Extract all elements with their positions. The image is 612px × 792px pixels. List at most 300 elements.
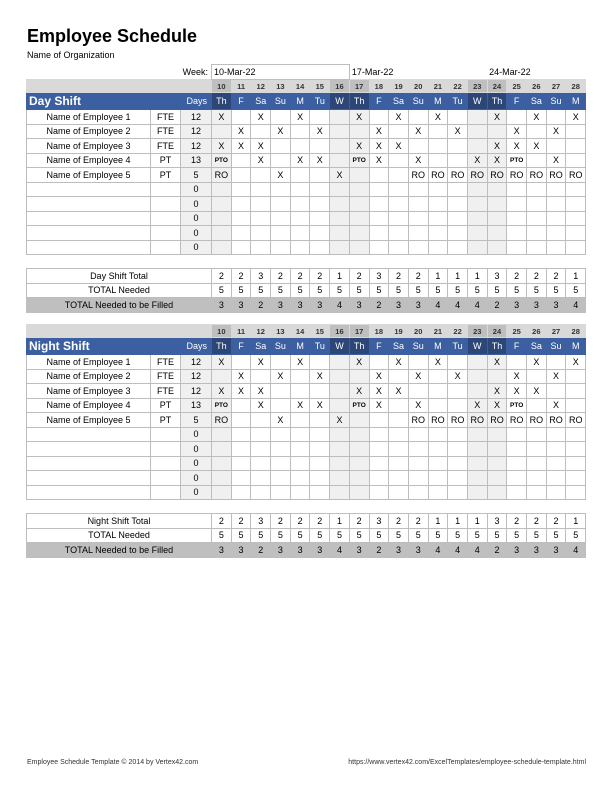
schedule-cell[interactable] xyxy=(389,211,409,226)
schedule-cell[interactable] xyxy=(369,110,389,125)
schedule-cell[interactable] xyxy=(428,197,448,212)
schedule-cell[interactable]: X xyxy=(546,369,566,384)
schedule-cell[interactable] xyxy=(290,182,310,197)
schedule-cell[interactable] xyxy=(546,197,566,212)
schedule-cell[interactable]: X xyxy=(212,355,232,370)
schedule-cell[interactable] xyxy=(428,153,448,168)
schedule-cell[interactable] xyxy=(349,226,369,241)
schedule-cell[interactable] xyxy=(231,355,251,370)
employee-type[interactable]: PT xyxy=(151,398,181,413)
schedule-cell[interactable] xyxy=(428,139,448,154)
schedule-cell[interactable] xyxy=(212,124,232,139)
schedule-cell[interactable]: X xyxy=(290,153,310,168)
employee-name[interactable]: Name of Employee 2 xyxy=(27,369,151,384)
employee-type[interactable]: FTE xyxy=(151,384,181,399)
schedule-cell[interactable]: X xyxy=(389,384,409,399)
schedule-cell[interactable] xyxy=(428,226,448,241)
schedule-cell[interactable] xyxy=(330,427,350,442)
schedule-cell[interactable] xyxy=(271,197,291,212)
schedule-cell[interactable] xyxy=(467,442,487,457)
employee-name[interactable] xyxy=(27,240,151,255)
schedule-cell[interactable]: RO xyxy=(546,168,566,183)
schedule-cell[interactable]: RO xyxy=(527,168,547,183)
schedule-cell[interactable] xyxy=(448,485,468,500)
schedule-cell[interactable] xyxy=(408,139,428,154)
schedule-cell[interactable] xyxy=(290,168,310,183)
schedule-cell[interactable] xyxy=(271,485,291,500)
schedule-cell[interactable] xyxy=(467,355,487,370)
schedule-cell[interactable] xyxy=(487,197,507,212)
schedule-cell[interactable] xyxy=(290,369,310,384)
schedule-cell[interactable] xyxy=(467,139,487,154)
schedule-cell[interactable] xyxy=(566,240,586,255)
schedule-cell[interactable] xyxy=(487,427,507,442)
schedule-cell[interactable] xyxy=(566,153,586,168)
schedule-cell[interactable]: X xyxy=(428,355,448,370)
schedule-cell[interactable] xyxy=(389,226,409,241)
schedule-cell[interactable] xyxy=(527,240,547,255)
schedule-cell[interactable]: RO xyxy=(467,168,487,183)
schedule-cell[interactable] xyxy=(369,471,389,486)
schedule-cell[interactable] xyxy=(527,153,547,168)
schedule-cell[interactable] xyxy=(369,413,389,428)
employee-name[interactable]: Name of Employee 1 xyxy=(27,355,151,370)
schedule-cell[interactable] xyxy=(231,226,251,241)
schedule-cell[interactable]: PTO xyxy=(507,398,527,413)
schedule-cell[interactable] xyxy=(408,197,428,212)
schedule-cell[interactable]: X xyxy=(467,398,487,413)
schedule-cell[interactable] xyxy=(487,226,507,241)
schedule-cell[interactable] xyxy=(527,369,547,384)
employee-name[interactable] xyxy=(27,197,151,212)
schedule-cell[interactable]: X xyxy=(231,139,251,154)
schedule-cell[interactable] xyxy=(330,240,350,255)
employee-name[interactable]: Name of Employee 4 xyxy=(27,398,151,413)
schedule-cell[interactable]: RO xyxy=(212,168,232,183)
schedule-cell[interactable]: RO xyxy=(212,413,232,428)
schedule-cell[interactable] xyxy=(349,369,369,384)
schedule-cell[interactable] xyxy=(527,124,547,139)
schedule-cell[interactable]: X xyxy=(507,124,527,139)
schedule-cell[interactable] xyxy=(231,153,251,168)
schedule-cell[interactable] xyxy=(389,240,409,255)
schedule-cell[interactable]: X xyxy=(251,355,271,370)
schedule-cell[interactable] xyxy=(271,110,291,125)
schedule-cell[interactable]: X xyxy=(566,110,586,125)
schedule-cell[interactable]: RO xyxy=(428,168,448,183)
schedule-cell[interactable] xyxy=(448,211,468,226)
employee-name[interactable]: Name of Employee 4 xyxy=(27,153,151,168)
schedule-cell[interactable] xyxy=(212,442,232,457)
schedule-cell[interactable] xyxy=(330,485,350,500)
schedule-cell[interactable]: X xyxy=(408,369,428,384)
schedule-cell[interactable] xyxy=(546,442,566,457)
week-start-input[interactable]: 10-Mar-22 xyxy=(212,65,350,80)
schedule-cell[interactable]: X xyxy=(349,139,369,154)
employee-name[interactable]: Name of Employee 3 xyxy=(27,139,151,154)
schedule-cell[interactable] xyxy=(310,355,330,370)
schedule-cell[interactable] xyxy=(448,110,468,125)
schedule-cell[interactable]: X xyxy=(408,153,428,168)
schedule-cell[interactable] xyxy=(527,485,547,500)
schedule-cell[interactable] xyxy=(507,197,527,212)
schedule-cell[interactable] xyxy=(448,427,468,442)
schedule-cell[interactable] xyxy=(310,384,330,399)
employee-name[interactable] xyxy=(27,427,151,442)
schedule-cell[interactable]: PTO xyxy=(349,398,369,413)
schedule-cell[interactable]: RO xyxy=(566,413,586,428)
schedule-cell[interactable]: X xyxy=(487,355,507,370)
schedule-cell[interactable] xyxy=(290,139,310,154)
schedule-cell[interactable] xyxy=(389,168,409,183)
schedule-cell[interactable]: RO xyxy=(487,168,507,183)
schedule-cell[interactable]: X xyxy=(310,124,330,139)
schedule-cell[interactable]: RO xyxy=(527,413,547,428)
schedule-cell[interactable] xyxy=(212,485,232,500)
schedule-cell[interactable] xyxy=(212,240,232,255)
schedule-cell[interactable] xyxy=(251,456,271,471)
schedule-cell[interactable] xyxy=(349,168,369,183)
schedule-cell[interactable] xyxy=(487,471,507,486)
schedule-cell[interactable] xyxy=(546,384,566,399)
schedule-cell[interactable] xyxy=(389,153,409,168)
schedule-cell[interactable] xyxy=(448,182,468,197)
schedule-cell[interactable] xyxy=(507,471,527,486)
employee-type[interactable]: PT xyxy=(151,413,181,428)
schedule-cell[interactable] xyxy=(527,197,547,212)
schedule-cell[interactable] xyxy=(408,384,428,399)
schedule-cell[interactable]: X xyxy=(290,110,310,125)
schedule-cell[interactable] xyxy=(428,384,448,399)
schedule-cell[interactable] xyxy=(290,485,310,500)
schedule-cell[interactable]: X xyxy=(349,384,369,399)
schedule-cell[interactable] xyxy=(467,110,487,125)
schedule-cell[interactable] xyxy=(349,197,369,212)
schedule-cell[interactable] xyxy=(408,456,428,471)
schedule-cell[interactable] xyxy=(251,226,271,241)
schedule-cell[interactable] xyxy=(330,369,350,384)
schedule-cell[interactable] xyxy=(389,442,409,457)
schedule-cell[interactable] xyxy=(310,197,330,212)
schedule-cell[interactable]: RO xyxy=(448,168,468,183)
schedule-cell[interactable] xyxy=(251,124,271,139)
schedule-cell[interactable] xyxy=(349,211,369,226)
schedule-cell[interactable] xyxy=(467,211,487,226)
employee-name[interactable]: Name of Employee 3 xyxy=(27,384,151,399)
schedule-cell[interactable] xyxy=(290,197,310,212)
schedule-cell[interactable] xyxy=(448,153,468,168)
schedule-cell[interactable] xyxy=(487,182,507,197)
schedule-cell[interactable] xyxy=(271,153,291,168)
employee-type[interactable] xyxy=(151,182,181,197)
schedule-cell[interactable] xyxy=(527,442,547,457)
schedule-cell[interactable]: X xyxy=(487,110,507,125)
employee-type[interactable] xyxy=(151,456,181,471)
schedule-cell[interactable] xyxy=(566,182,586,197)
employee-type[interactable] xyxy=(151,226,181,241)
schedule-cell[interactable] xyxy=(251,427,271,442)
schedule-cell[interactable] xyxy=(566,398,586,413)
schedule-cell[interactable] xyxy=(251,240,271,255)
schedule-cell[interactable] xyxy=(487,442,507,457)
schedule-cell[interactable]: X xyxy=(369,384,389,399)
schedule-cell[interactable] xyxy=(389,456,409,471)
schedule-cell[interactable] xyxy=(231,168,251,183)
schedule-cell[interactable] xyxy=(290,226,310,241)
schedule-cell[interactable] xyxy=(251,182,271,197)
schedule-cell[interactable] xyxy=(330,182,350,197)
schedule-cell[interactable] xyxy=(527,427,547,442)
employee-type[interactable] xyxy=(151,442,181,457)
schedule-cell[interactable] xyxy=(290,240,310,255)
employee-type[interactable] xyxy=(151,485,181,500)
schedule-cell[interactable]: X xyxy=(231,369,251,384)
schedule-cell[interactable] xyxy=(507,182,527,197)
schedule-cell[interactable] xyxy=(251,168,271,183)
employee-type[interactable]: FTE xyxy=(151,355,181,370)
schedule-cell[interactable] xyxy=(271,182,291,197)
employee-name[interactable] xyxy=(27,485,151,500)
schedule-cell[interactable] xyxy=(389,124,409,139)
employee-type[interactable]: FTE xyxy=(151,369,181,384)
schedule-cell[interactable] xyxy=(566,485,586,500)
schedule-cell[interactable] xyxy=(546,471,566,486)
schedule-cell[interactable] xyxy=(487,369,507,384)
organization-name[interactable]: Name of Organization xyxy=(27,50,115,60)
schedule-cell[interactable]: X xyxy=(408,124,428,139)
schedule-cell[interactable] xyxy=(389,485,409,500)
schedule-cell[interactable] xyxy=(428,427,448,442)
schedule-cell[interactable]: X xyxy=(310,398,330,413)
schedule-cell[interactable]: RO xyxy=(448,413,468,428)
schedule-cell[interactable] xyxy=(448,471,468,486)
schedule-cell[interactable] xyxy=(231,442,251,457)
schedule-cell[interactable] xyxy=(271,398,291,413)
schedule-cell[interactable]: X xyxy=(389,355,409,370)
schedule-cell[interactable] xyxy=(212,427,232,442)
schedule-cell[interactable] xyxy=(467,240,487,255)
employee-type[interactable] xyxy=(151,197,181,212)
schedule-cell[interactable] xyxy=(369,197,389,212)
schedule-cell[interactable] xyxy=(467,471,487,486)
schedule-cell[interactable] xyxy=(310,168,330,183)
employee-name[interactable] xyxy=(27,182,151,197)
schedule-cell[interactable] xyxy=(369,182,389,197)
employee-name[interactable]: Name of Employee 5 xyxy=(27,413,151,428)
schedule-cell[interactable]: X xyxy=(231,124,251,139)
schedule-cell[interactable] xyxy=(369,168,389,183)
schedule-cell[interactable] xyxy=(310,211,330,226)
schedule-cell[interactable] xyxy=(546,139,566,154)
employee-type[interactable] xyxy=(151,471,181,486)
schedule-cell[interactable] xyxy=(467,369,487,384)
schedule-cell[interactable] xyxy=(566,427,586,442)
schedule-cell[interactable]: X xyxy=(349,355,369,370)
schedule-cell[interactable] xyxy=(290,413,310,428)
schedule-cell[interactable]: PTO xyxy=(507,153,527,168)
schedule-cell[interactable]: X xyxy=(546,398,566,413)
schedule-cell[interactable] xyxy=(349,442,369,457)
schedule-cell[interactable]: X xyxy=(487,398,507,413)
schedule-cell[interactable] xyxy=(349,124,369,139)
schedule-cell[interactable] xyxy=(310,413,330,428)
schedule-cell[interactable] xyxy=(290,427,310,442)
schedule-cell[interactable] xyxy=(310,427,330,442)
schedule-cell[interactable] xyxy=(251,485,271,500)
schedule-cell[interactable] xyxy=(369,240,389,255)
schedule-cell[interactable] xyxy=(546,110,566,125)
schedule-cell[interactable] xyxy=(467,226,487,241)
schedule-cell[interactable] xyxy=(487,124,507,139)
employee-name[interactable]: Name of Employee 5 xyxy=(27,168,151,183)
schedule-cell[interactable] xyxy=(330,384,350,399)
schedule-cell[interactable] xyxy=(369,226,389,241)
schedule-cell[interactable] xyxy=(527,456,547,471)
schedule-cell[interactable] xyxy=(448,355,468,370)
schedule-cell[interactable] xyxy=(428,442,448,457)
schedule-cell[interactable] xyxy=(369,442,389,457)
schedule-cell[interactable] xyxy=(330,124,350,139)
schedule-cell[interactable] xyxy=(330,456,350,471)
schedule-cell[interactable] xyxy=(251,369,271,384)
employee-name[interactable] xyxy=(27,456,151,471)
schedule-cell[interactable] xyxy=(212,182,232,197)
schedule-cell[interactable] xyxy=(428,182,448,197)
schedule-cell[interactable] xyxy=(428,456,448,471)
schedule-cell[interactable]: X xyxy=(310,369,330,384)
schedule-cell[interactable] xyxy=(271,427,291,442)
employee-type[interactable]: PT xyxy=(151,168,181,183)
schedule-cell[interactable]: X xyxy=(507,369,527,384)
schedule-cell[interactable] xyxy=(507,355,527,370)
schedule-cell[interactable] xyxy=(231,456,251,471)
schedule-cell[interactable] xyxy=(212,471,232,486)
schedule-cell[interactable] xyxy=(546,355,566,370)
schedule-cell[interactable] xyxy=(251,442,271,457)
schedule-cell[interactable]: X xyxy=(251,153,271,168)
schedule-cell[interactable] xyxy=(448,456,468,471)
schedule-cell[interactable]: PTO xyxy=(349,153,369,168)
schedule-cell[interactable]: X xyxy=(389,139,409,154)
schedule-cell[interactable]: X xyxy=(527,110,547,125)
schedule-cell[interactable] xyxy=(271,355,291,370)
schedule-cell[interactable] xyxy=(448,240,468,255)
schedule-cell[interactable]: X xyxy=(231,384,251,399)
schedule-cell[interactable] xyxy=(271,456,291,471)
schedule-cell[interactable] xyxy=(310,471,330,486)
schedule-cell[interactable] xyxy=(527,471,547,486)
schedule-cell[interactable] xyxy=(448,139,468,154)
schedule-cell[interactable] xyxy=(448,384,468,399)
schedule-cell[interactable] xyxy=(467,384,487,399)
schedule-cell[interactable] xyxy=(251,211,271,226)
schedule-cell[interactable]: X xyxy=(507,139,527,154)
schedule-cell[interactable] xyxy=(369,456,389,471)
schedule-cell[interactable]: X xyxy=(566,355,586,370)
schedule-cell[interactable]: X xyxy=(369,369,389,384)
schedule-cell[interactable]: X xyxy=(251,139,271,154)
schedule-cell[interactable] xyxy=(349,471,369,486)
schedule-cell[interactable]: X xyxy=(487,384,507,399)
schedule-cell[interactable]: X xyxy=(546,153,566,168)
schedule-cell[interactable] xyxy=(448,442,468,457)
schedule-cell[interactable] xyxy=(271,442,291,457)
employee-type[interactable] xyxy=(151,240,181,255)
schedule-cell[interactable]: X xyxy=(369,153,389,168)
schedule-cell[interactable] xyxy=(349,240,369,255)
schedule-cell[interactable] xyxy=(330,355,350,370)
schedule-cell[interactable] xyxy=(231,413,251,428)
schedule-cell[interactable]: X xyxy=(507,384,527,399)
schedule-cell[interactable]: X xyxy=(389,110,409,125)
schedule-cell[interactable]: X xyxy=(330,413,350,428)
schedule-cell[interactable] xyxy=(251,197,271,212)
schedule-cell[interactable] xyxy=(527,211,547,226)
schedule-cell[interactable]: X xyxy=(546,124,566,139)
schedule-cell[interactable] xyxy=(408,355,428,370)
schedule-cell[interactable] xyxy=(310,240,330,255)
schedule-cell[interactable] xyxy=(408,211,428,226)
schedule-cell[interactable] xyxy=(566,442,586,457)
schedule-cell[interactable] xyxy=(546,182,566,197)
schedule-cell[interactable] xyxy=(271,471,291,486)
schedule-cell[interactable]: X xyxy=(251,398,271,413)
schedule-cell[interactable] xyxy=(408,182,428,197)
schedule-cell[interactable] xyxy=(566,139,586,154)
schedule-cell[interactable] xyxy=(527,226,547,241)
schedule-cell[interactable] xyxy=(467,485,487,500)
schedule-cell[interactable] xyxy=(369,355,389,370)
schedule-cell[interactable] xyxy=(566,369,586,384)
schedule-cell[interactable] xyxy=(251,413,271,428)
schedule-cell[interactable]: X xyxy=(487,139,507,154)
schedule-cell[interactable] xyxy=(231,398,251,413)
schedule-cell[interactable] xyxy=(467,197,487,212)
schedule-cell[interactable]: RO xyxy=(566,168,586,183)
schedule-cell[interactable] xyxy=(290,211,310,226)
schedule-cell[interactable] xyxy=(349,413,369,428)
schedule-cell[interactable] xyxy=(507,226,527,241)
schedule-cell[interactable] xyxy=(428,471,448,486)
schedule-cell[interactable]: X xyxy=(271,369,291,384)
schedule-cell[interactable] xyxy=(369,485,389,500)
schedule-cell[interactable] xyxy=(487,211,507,226)
schedule-cell[interactable] xyxy=(546,240,566,255)
schedule-cell[interactable] xyxy=(408,485,428,500)
schedule-cell[interactable] xyxy=(369,427,389,442)
schedule-cell[interactable] xyxy=(290,124,310,139)
schedule-cell[interactable] xyxy=(212,369,232,384)
schedule-cell[interactable] xyxy=(448,197,468,212)
schedule-cell[interactable] xyxy=(310,442,330,457)
employee-type[interactable] xyxy=(151,427,181,442)
schedule-cell[interactable] xyxy=(290,442,310,457)
schedule-cell[interactable] xyxy=(330,110,350,125)
schedule-cell[interactable] xyxy=(428,485,448,500)
schedule-cell[interactable] xyxy=(507,110,527,125)
schedule-cell[interactable] xyxy=(566,471,586,486)
schedule-cell[interactable] xyxy=(566,384,586,399)
schedule-cell[interactable] xyxy=(448,226,468,241)
schedule-cell[interactable]: RO xyxy=(408,413,428,428)
schedule-cell[interactable]: X xyxy=(527,355,547,370)
schedule-cell[interactable]: X xyxy=(369,124,389,139)
schedule-cell[interactable] xyxy=(310,139,330,154)
schedule-cell[interactable] xyxy=(231,211,251,226)
schedule-cell[interactable] xyxy=(389,398,409,413)
schedule-cell[interactable] xyxy=(408,240,428,255)
schedule-cell[interactable] xyxy=(231,110,251,125)
